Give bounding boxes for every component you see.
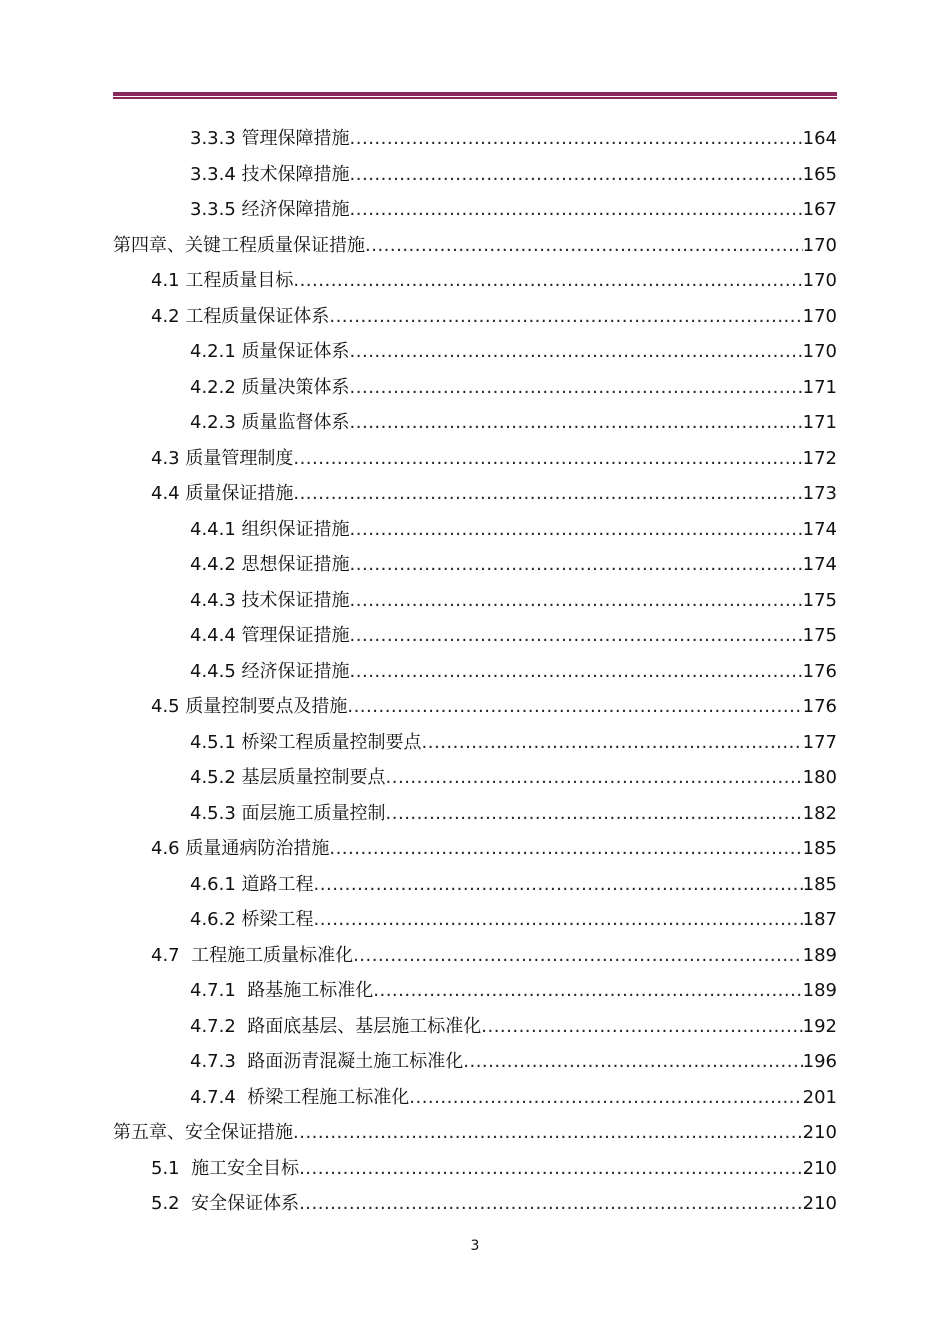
header-rule-thick [113,92,837,96]
toc-entry-page: 210 [802,1193,837,1214]
toc-dot-leader [350,370,803,406]
toc-dot-leader [422,725,803,761]
toc-entry-title: 4.4.2 思想保证措施 [190,554,350,575]
toc-entry-page: 164 [802,128,837,149]
toc-entry-title: 4.6.2 桥梁工程 [190,909,314,930]
toc-entry[interactable] [113,441,837,477]
toc-entry[interactable] [113,512,837,548]
toc-entry-title: 4.2.2 质量决策体系 [190,376,350,398]
toc-dot-leader [350,654,803,690]
toc-entry-page: 174 [802,518,837,540]
toc-entry-page: 172 [802,447,837,469]
toc-entry[interactable] [113,654,837,690]
toc-entry-title: 4.2.3 质量监督体系 [190,412,350,433]
toc-entry-page: 170 [802,234,837,256]
toc-dot-leader [353,938,803,974]
toc-entry-title: 第五章、安全保证措施 [113,1122,293,1143]
toc-entry[interactable] [113,760,837,796]
toc-entry[interactable] [113,299,837,335]
toc-entry-title: 4.5.1 桥梁工程质量控制要点 [190,731,422,753]
toc-entry-page: 177 [802,731,837,753]
toc-dot-leader [350,405,803,441]
toc-entry-title: 4.2 工程质量保证体系 [151,305,330,327]
toc-dot-leader [350,547,803,583]
toc-dot-leader [365,228,803,264]
toc-entry-page: 185 [802,873,837,895]
toc-entry-page: 189 [802,944,837,966]
toc-entry[interactable] [113,973,837,1009]
toc-entry[interactable] [113,796,837,832]
toc-entry-page: 192 [802,1015,837,1037]
toc-entry-title: 4.4.3 技术保证措施 [190,589,350,611]
toc-entry-title: 3.3.4 技术保障措施 [190,163,350,185]
toc-entry-title: 4.1 工程质量目标 [151,270,294,291]
toc-entry[interactable] [113,547,837,583]
toc-entry-page: 210 [802,1157,837,1179]
toc-entry-page: 182 [802,802,837,824]
table-of-contents [113,121,837,1222]
toc-dot-leader [463,1044,802,1080]
toc-entry-title: 3.3.3 管理保障措施 [190,128,350,149]
toc-entry-title: 4.6 质量通病防治措施 [151,838,330,859]
toc-entry-title: 4.5.2 基层质量控制要点 [190,767,386,788]
toc-dot-leader [314,902,803,938]
toc-entry-title: 4.4.4 管理保证措施 [190,625,350,646]
toc-dot-leader [350,121,803,157]
toc-dot-leader [373,973,802,1009]
toc-dot-leader [314,867,803,903]
toc-dot-leader [350,334,803,370]
toc-entry[interactable] [113,370,837,406]
toc-entry-page: 201 [802,1086,837,1108]
toc-entry-page: 170 [802,305,837,327]
header-rule [113,92,837,99]
toc-entry[interactable] [113,1044,837,1080]
toc-entry[interactable] [113,831,837,867]
toc-entry-page: 185 [802,838,837,859]
toc-dot-leader [299,1151,803,1187]
toc-entry-title: 4.5 质量控制要点及措施 [151,696,348,717]
toc-dot-leader [481,1009,802,1045]
toc-entry-page: 171 [802,412,837,433]
toc-entry[interactable] [113,334,837,370]
toc-entry[interactable] [113,1151,837,1187]
toc-entry[interactable] [113,1115,837,1151]
toc-entry-page: 196 [802,1051,837,1072]
toc-dot-leader [386,796,803,832]
toc-entry-page: 170 [802,341,837,362]
toc-entry-page: 176 [802,696,837,717]
toc-entry[interactable] [113,618,837,654]
toc-entry-page: 175 [802,589,837,611]
toc-entry[interactable] [113,583,837,619]
toc-entry-title: 4.3 质量管理制度 [151,447,294,469]
toc-entry[interactable] [113,192,837,228]
header-rule-thin [113,97,837,99]
toc-entry-page: 171 [802,376,837,398]
toc-entry-title: 4.5.3 面层施工质量控制 [190,802,386,824]
toc-dot-leader [409,1080,802,1116]
toc-entry-title: 4.4.1 组织保证措施 [190,518,350,540]
page-number: 3 [470,1238,480,1254]
toc-entry-title: 5.1 施工安全目标 [151,1157,300,1179]
toc-entry-page: 176 [802,660,837,682]
toc-dot-leader [329,831,802,867]
toc-entry-title: 3.3.5 经济保障措施 [190,199,350,220]
toc-dot-leader [350,512,803,548]
toc-dot-leader [350,157,803,193]
toc-dot-leader [299,1186,803,1222]
toc-entry-title: 第四章、关键工程质量保证措施 [113,234,365,256]
toc-entry[interactable] [113,689,837,725]
toc-dot-leader [293,441,802,477]
toc-entry-page: 187 [802,909,837,930]
toc-dot-leader [350,583,803,619]
toc-entry-title: 4.4 质量保证措施 [151,483,294,504]
toc-dot-leader [386,760,803,796]
toc-entry-page: 189 [802,980,837,1001]
toc-entry-title: 4.7.4 桥梁工程施工标准化 [190,1086,410,1108]
toc-dot-leader [293,1115,803,1151]
toc-entry[interactable] [113,902,837,938]
toc-entry[interactable] [113,263,837,299]
toc-entry-title: 4.7.1 路基施工标准化 [190,980,374,1001]
toc-dot-leader [293,476,802,512]
toc-entry-title: 4.7.2 路面底基层、基层施工标准化 [190,1015,482,1037]
toc-entry[interactable] [113,867,837,903]
toc-entry[interactable] [113,725,837,761]
toc-entry-page: 180 [802,767,837,788]
toc-entry-title: 5.2 安全保证体系 [151,1193,300,1214]
toc-entry[interactable] [113,938,837,974]
toc-entry[interactable] [113,476,837,512]
toc-entry[interactable] [113,405,837,441]
toc-dot-leader [350,192,803,228]
toc-entry-page: 170 [802,270,837,291]
toc-entry-title: 4.6.1 道路工程 [190,873,314,895]
toc-dot-leader [329,299,802,335]
toc-entry-page: 167 [802,199,837,220]
toc-entry[interactable] [113,157,837,193]
toc-entry[interactable] [113,1080,837,1116]
toc-entry-page: 174 [802,554,837,575]
toc-entry-title: 4.4.5 经济保证措施 [190,660,350,682]
toc-entry-page: 173 [802,483,837,504]
toc-entry-page: 175 [802,625,837,646]
toc-dot-leader [350,618,803,654]
toc-dot-leader [293,263,802,299]
toc-entry[interactable] [113,1186,837,1222]
toc-entry-page: 165 [802,163,837,185]
toc-entry-title: 4.2.1 质量保证体系 [190,341,350,362]
toc-entry-title: 4.7 工程施工质量标准化 [151,944,354,966]
toc-entry[interactable] [113,121,837,157]
toc-entry-page: 210 [802,1122,837,1143]
toc-dot-leader [347,689,802,725]
toc-entry-title: 4.7.3 路面沥青混凝土施工标准化 [190,1051,464,1072]
toc-entry[interactable] [113,228,837,264]
toc-entry[interactable] [113,1009,837,1045]
